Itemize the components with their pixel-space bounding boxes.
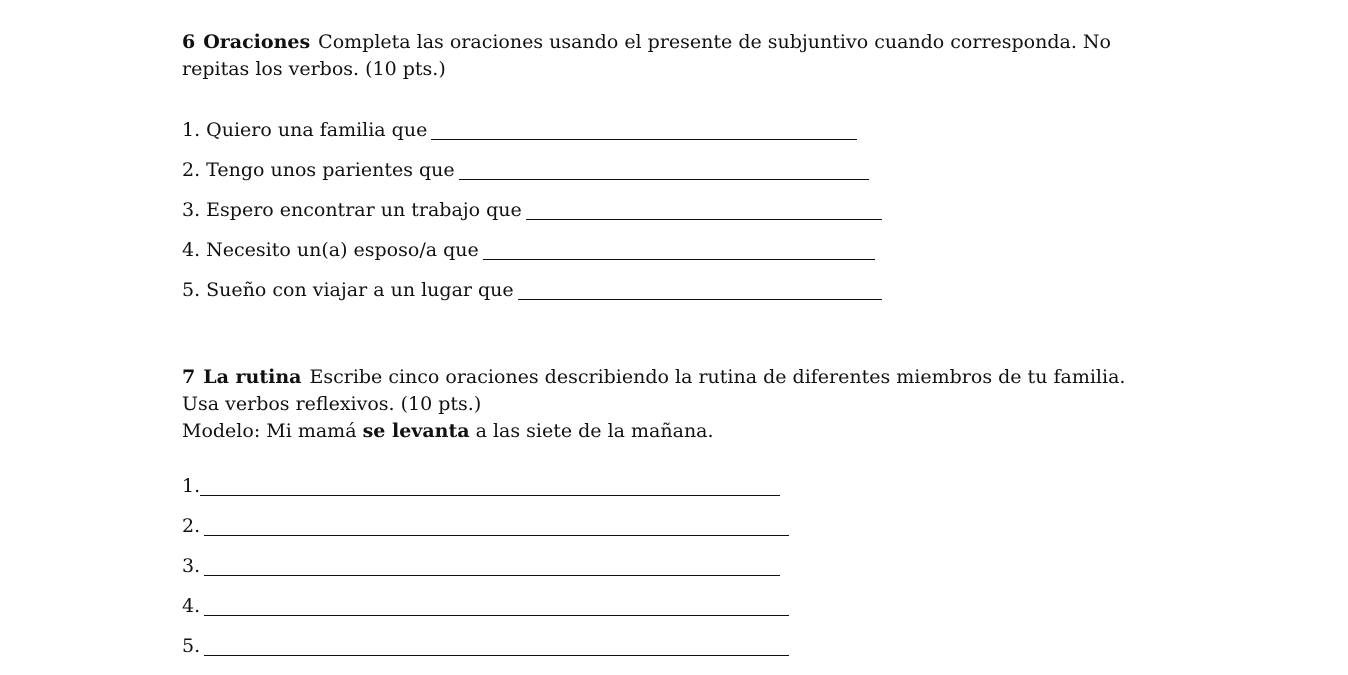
worksheet	[182, 29, 1142, 675]
section-rutina	[182, 364, 1142, 675]
item-number: 2.	[182, 515, 201, 537]
answer-blank[interactable]	[518, 279, 882, 300]
list-item	[182, 279, 1142, 319]
section-oraciones	[182, 29, 1142, 319]
section-7-items	[182, 475, 1142, 675]
answer-blank[interactable]	[483, 239, 875, 260]
item-number: 4.	[182, 595, 201, 617]
section-6-title: Oraciones	[203, 31, 311, 53]
answer-blank[interactable]	[204, 515, 789, 536]
item-number: 5.	[182, 635, 201, 657]
list-item	[182, 555, 1142, 595]
section-6-instructions: Completa las oraciones usando el presente de subjuntivo cuando corresponda. No repitas los verbos. (10 pts.)	[182, 31, 1111, 80]
list-item	[182, 595, 1142, 635]
list-item	[182, 199, 1142, 239]
model-bold: se levanta	[362, 420, 470, 442]
model-suffix: a las siete de la mañana.	[475, 420, 714, 442]
answer-blank[interactable]	[431, 119, 857, 140]
list-item	[182, 239, 1142, 279]
answer-blank[interactable]	[526, 199, 882, 220]
answer-blank[interactable]	[459, 159, 869, 180]
list-item	[182, 119, 1142, 159]
section-6-number: 6	[182, 31, 196, 53]
list-item	[182, 159, 1142, 199]
section-6-items	[182, 119, 1142, 319]
item-prompt: 4. Necesito un(a) esposo/a que	[182, 239, 479, 261]
list-item	[182, 515, 1142, 555]
item-prompt: 1. Quiero una familia que	[182, 119, 428, 141]
model-prefix: Modelo: Mi mamá	[182, 420, 357, 442]
model-example	[182, 418, 1142, 445]
item-prompt: 2. Tengo unos parientes que	[182, 159, 455, 181]
section-7-number: 7	[182, 366, 196, 388]
section-7-title: La rutina	[203, 366, 302, 388]
section-7-instructions: Escribe cinco oraciones describiendo la rutina de diferentes miembros de tu familia. Usa verbos reflexivos. (10 pts.)	[182, 366, 1126, 415]
item-number: 1.	[182, 475, 201, 497]
list-item	[182, 475, 1142, 515]
answer-blank[interactable]	[200, 475, 780, 496]
item-prompt: 5. Sueño con viajar a un lugar que	[182, 279, 514, 301]
item-number: 3.	[182, 555, 201, 577]
answer-blank[interactable]	[204, 595, 789, 616]
section-6-heading	[182, 29, 1142, 83]
answer-blank[interactable]	[204, 555, 780, 576]
list-item	[182, 635, 1142, 675]
section-7-heading	[182, 364, 1142, 418]
answer-blank[interactable]	[204, 635, 789, 656]
item-prompt: 3. Espero encontrar un trabajo que	[182, 199, 522, 221]
